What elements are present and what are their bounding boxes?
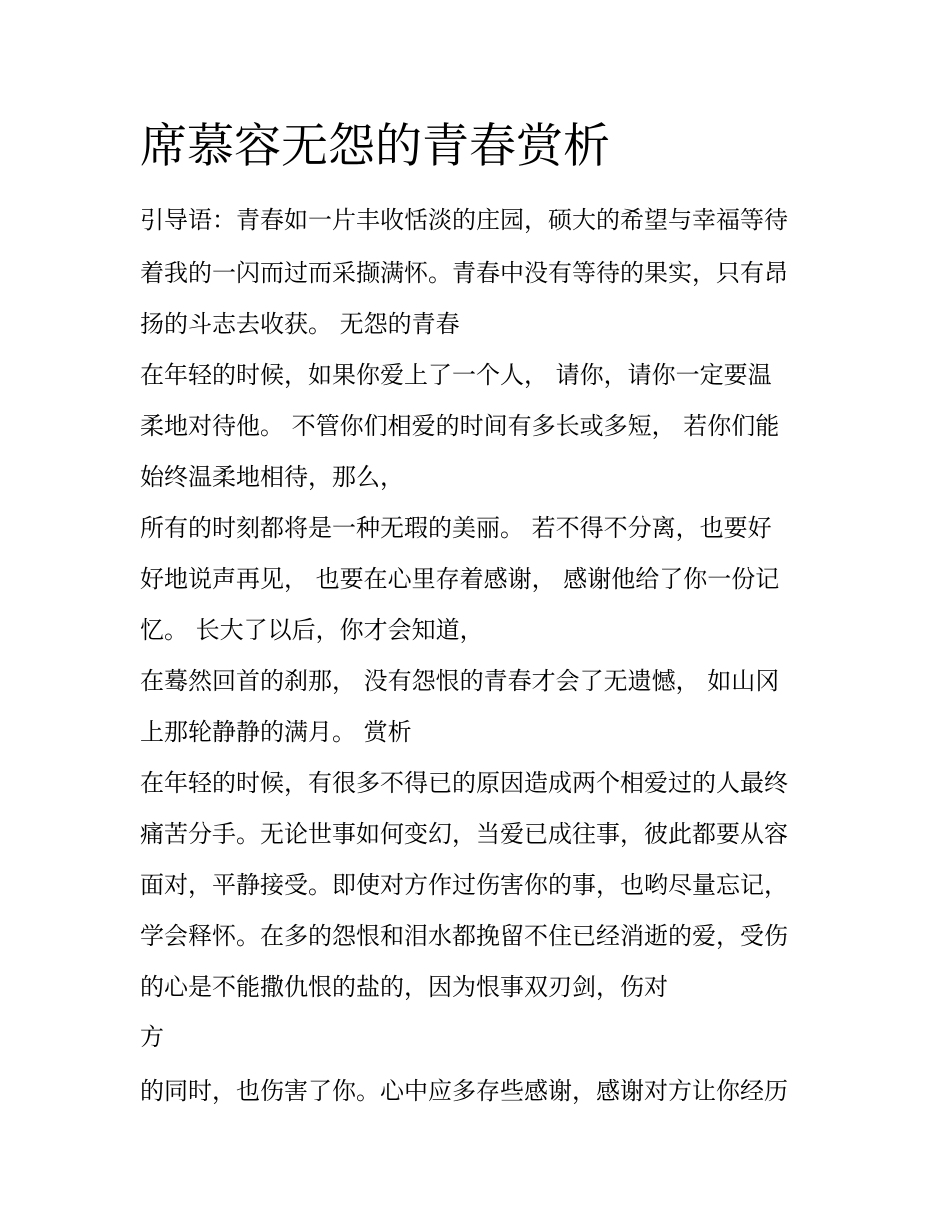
- text-line: 扬的斗志去收获。 无怨的青春: [140, 310, 460, 338]
- text-line: 方: [140, 1023, 164, 1051]
- text-line: 痛苦分手。无论世事如何变幻，当爱已成往事，彼此都要从容: [140, 820, 788, 848]
- text-line: 学会释怀。在多的怨恨和泪水都挽留不住已经消逝的爱，受伤: [140, 922, 788, 950]
- text-line: 的同时，也伤害了你。心中应多存些感谢，感谢对方让你经历: [140, 1077, 788, 1105]
- text-line: 在年轻的时候，有很多不得已的原因造成两个相爱过的人最终: [140, 769, 788, 797]
- text-line: 始终温柔地相待，那么，: [140, 463, 404, 491]
- text-line: 所有的时刻都将是一种无瑕的美丽。 若不得不分离，也要好: [140, 514, 772, 542]
- document-title: 席慕容无怨的青春赏析: [140, 119, 610, 174]
- text-line: 在蓦然回首的刹那， 没有怨恨的青春才会了无遗憾， 如山冈: [140, 667, 780, 695]
- text-line: 柔地对待他。 不管你们相爱的时间有多长或多短， 若你们能: [140, 412, 780, 440]
- text-line: 忆。 长大了以后，你才会知道，: [140, 616, 484, 644]
- text-line: 在年轻的时候，如果你爱上了一个人， 请你，请你一定要温: [140, 361, 772, 389]
- text-line: 着我的一闪而过而采撷满怀。青春中没有等待的果实，只有昂: [140, 259, 788, 287]
- text-line: 上那轮静静的满月。 赏析: [140, 718, 412, 746]
- text-line: 好地说声再见， 也要在心里存着感谢， 感谢他给了你一份记: [140, 565, 780, 593]
- text-line: 引导语：青春如一片丰收恬淡的庄园，硕大的希望与幸福等待: [140, 206, 788, 234]
- text-line: 面对，平静接受。即使对方作过伤害你的事，也哟尽量忘记，: [140, 871, 788, 899]
- text-line: 的心是不能撒仇恨的盐的，因为恨事双刃剑，伤对: [140, 973, 668, 1001]
